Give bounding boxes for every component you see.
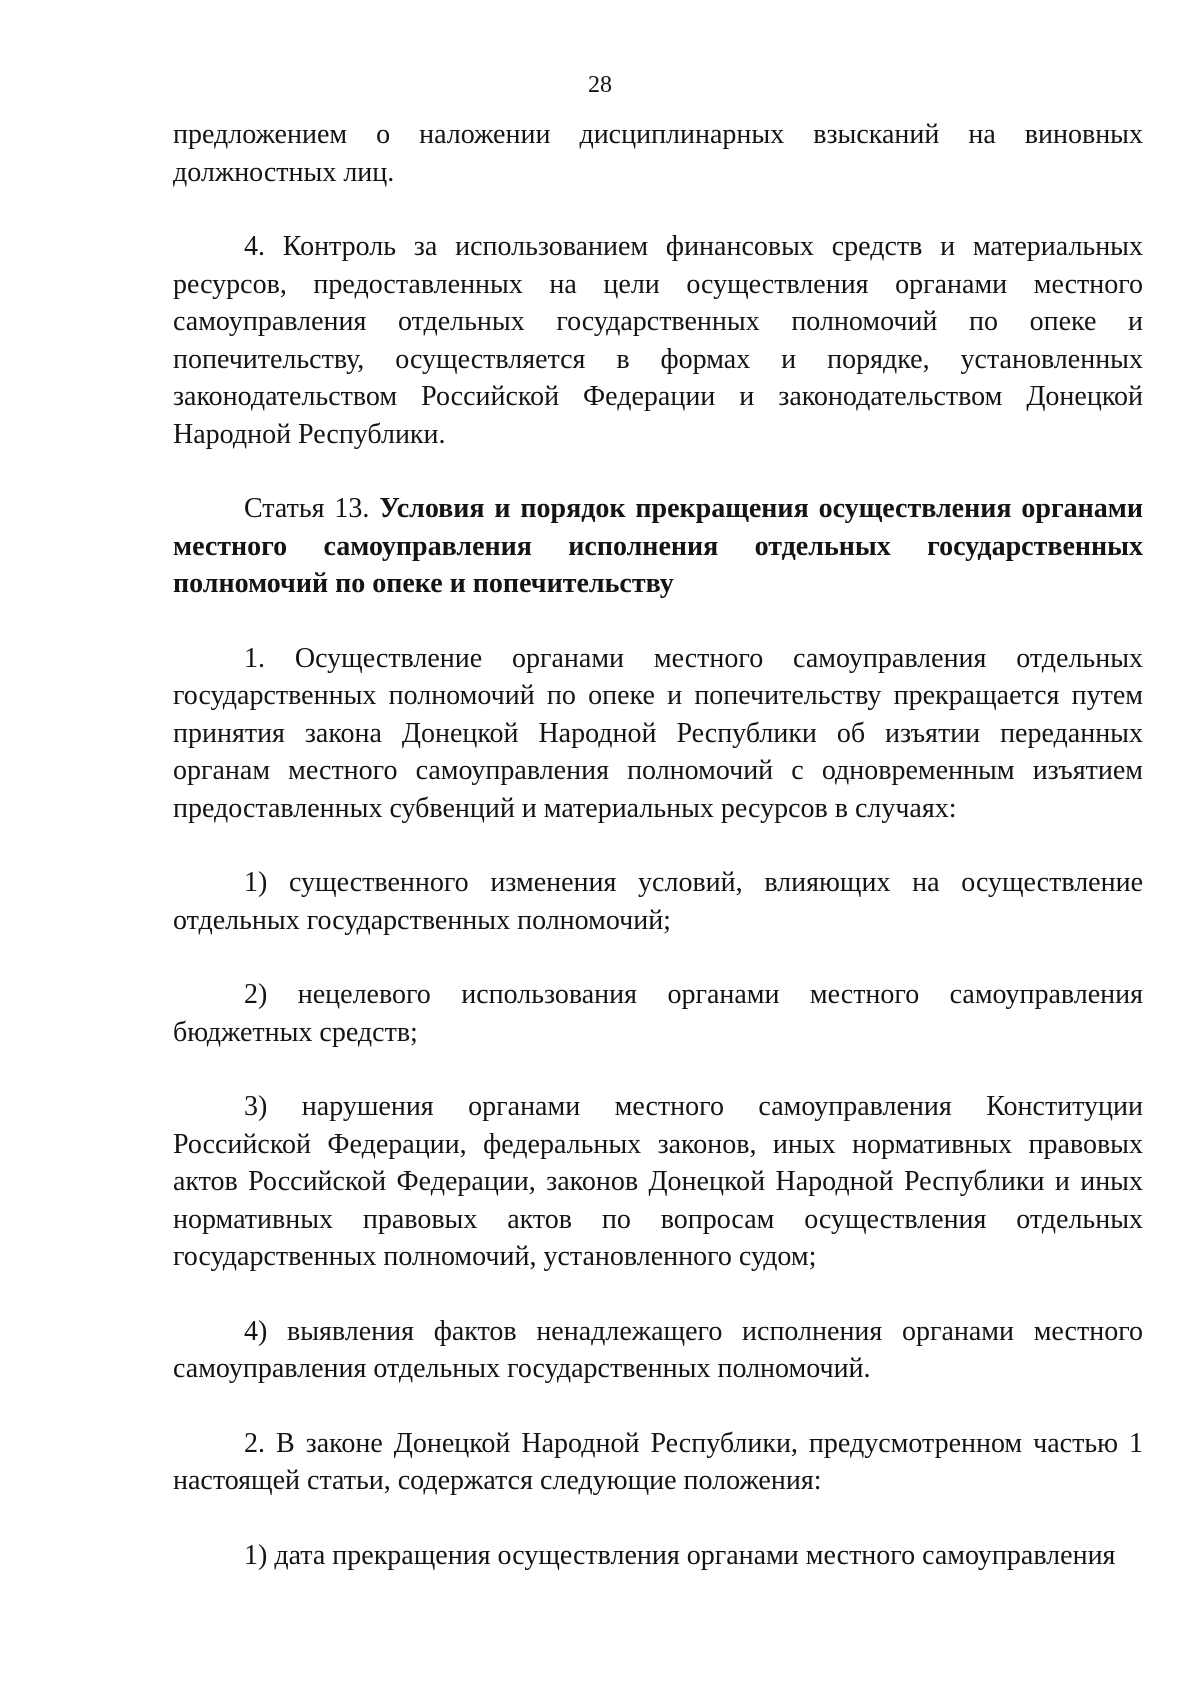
paragraph-4-control: 4. Контроль за использованием финансовых средств и материальных ресурсов, предоставленных на цели осуществления органами местного самоуправления отдельных государственных полномочий по опеке и попечительству, осуществляется в формах и порядке, установленных законодательством Российской Федерации и законодательством Донецкой Народной Республики. (173, 231, 1143, 450)
article-label: Статья 13. (244, 493, 380, 524)
page-number: 28 (588, 72, 612, 98)
article-title: Условия и порядок прекращения осуществления органами местного самоуправления исполнения отдельных государственных полномочий по опеке и попечительству (173, 493, 1143, 599)
list-item-2: 2) нецелевого использования органами местного самоуправления бюджетных средств; (173, 979, 1143, 1048)
provision-item-1: 1) дата прекращения осуществления органами местного самоуправления (244, 1539, 1116, 1571)
list-item-1: 1) существенного изменения условий, влияющих на осуществление отдельных государственных полномочий; (173, 867, 1143, 936)
list-item-4: 4) выявления фактов ненадлежащего исполнения органами местного самоуправления отдельных государственных полномочий. (173, 1315, 1143, 1384)
paragraph-1-termination: 1. Осуществление органами местного самоуправления отдельных государственных полномочий по опеке и попечительству прекращается путем принятия закона Донецкой Народной Республики об изъятии переданных органам местного самоуправления полномочий с одновременным изъятием предоставленных субвенций и материальных ресурсов в случаях: (173, 642, 1143, 824)
paragraph-continuation: предложением о наложении дисциплинарных взысканий на виновных должностных лиц. (173, 119, 1143, 188)
document-body (173, 116, 1143, 1574)
paragraph-2-law-provisions: 2. В законе Донецкой Народной Республики, предусмотренном частью 1 настоящей статьи, содержатся следующие положения: (173, 1427, 1143, 1496)
list-item-3: 3) нарушения органами местного самоуправления Конституции Российской Федерации, федеральных законов, иных нормативных правовых актов Российской Федерации, законов Донецкой Народной Республики и иных нормативных правовых актов по вопросам осуществления отдельных государственных полномочий, установленного судом; (173, 1091, 1143, 1272)
article-13-heading (173, 490, 1143, 603)
